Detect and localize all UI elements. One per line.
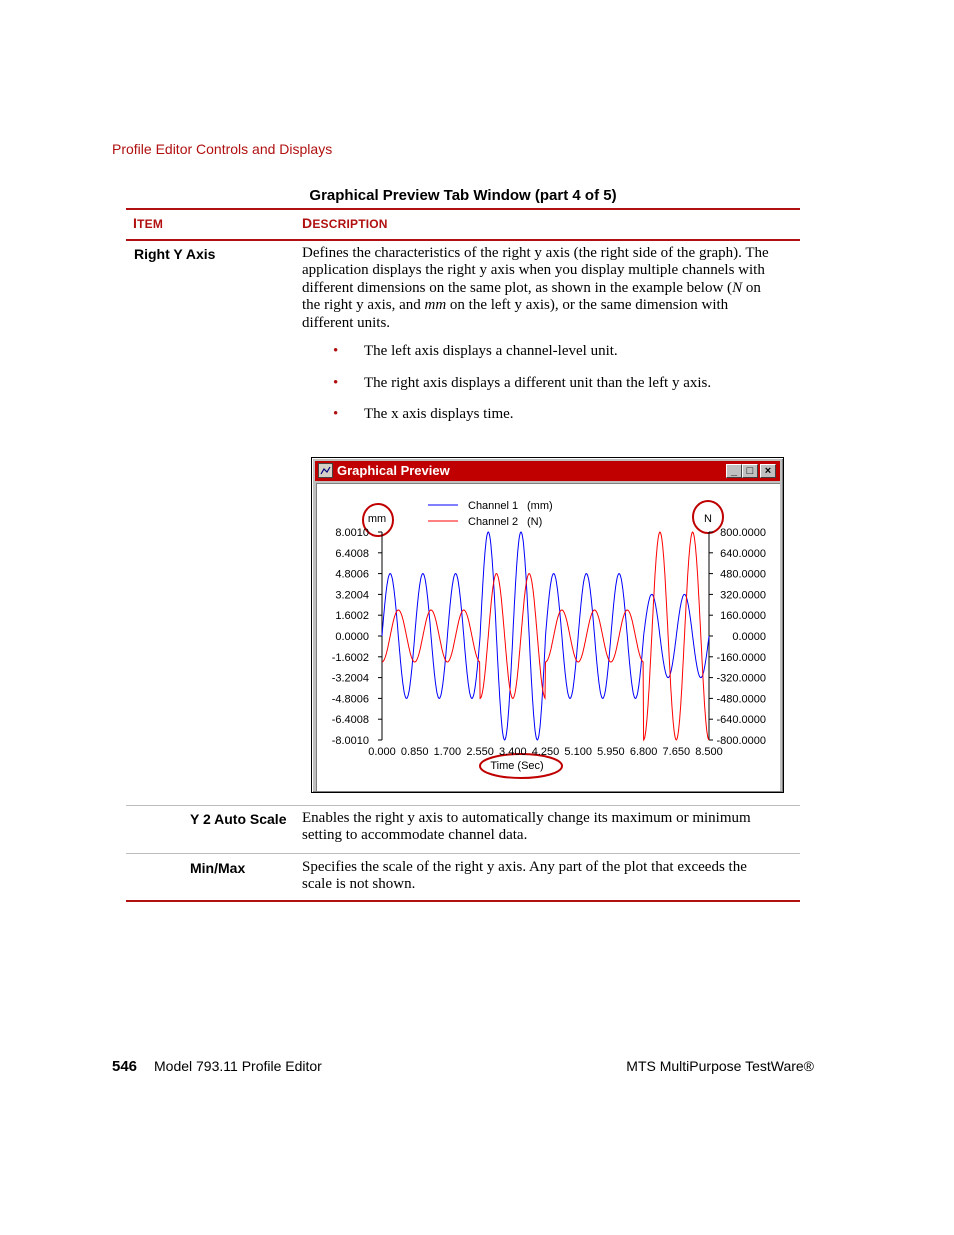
x-tick-label: 4.250 — [531, 746, 560, 758]
x-tick-label: 5.100 — [564, 746, 592, 758]
left-y-tick-label: 8.0010 — [335, 527, 369, 539]
maximize-button[interactable]: □ — [742, 464, 758, 478]
bullet-item: • The x axis displays time. — [333, 406, 514, 422]
minimize-button[interactable]: _ — [726, 464, 742, 478]
left-y-tick-label: 1.6002 — [335, 610, 369, 623]
left-y-tick-label: -1.6002 — [331, 651, 369, 664]
table-top-rule — [126, 208, 800, 210]
right-y-tick-label: -480.0000 — [716, 693, 766, 706]
right-y-tick-label: 800.0000 — [720, 527, 766, 539]
right-y-tick-label: 640.0000 — [720, 547, 766, 560]
row-divider — [126, 805, 800, 806]
legend-unit-channel-2: (N) — [527, 516, 543, 528]
series-line-channel-1 — [382, 532, 709, 740]
item-min-max: Min/Max — [190, 860, 246, 876]
title-bar[interactable] — [315, 461, 780, 481]
x-tick-label: 2.550 — [466, 746, 494, 758]
legend-label-channel-1: Channel 1 — [468, 500, 519, 512]
right-y-tick-label: 0.0000 — [732, 631, 766, 643]
left-y-tick-label: -3.2004 — [331, 672, 369, 685]
chart — [317, 484, 780, 791]
window-title: Graphical Preview — [337, 463, 450, 478]
description-y2-auto-scale: Enables the right y axis to automatically change its maximum or minimum setting to accommodate channel data. — [302, 810, 751, 844]
right-y-tick-label: -640.0000 — [716, 714, 766, 727]
right-y-tick-label: -160.0000 — [716, 651, 766, 664]
right-y-tick-label: 480.0000 — [720, 568, 766, 581]
header-rule — [126, 239, 800, 241]
x-tick-label: 0.850 — [400, 746, 429, 758]
right-y-tick-label: 160.0000 — [720, 610, 766, 623]
left-y-tick-label: 3.2004 — [335, 589, 369, 602]
left-y-tick-label: -8.0010 — [331, 735, 369, 747]
x-axis-label: Time (Sec) — [490, 760, 544, 772]
left-y-tick-label: 6.4008 — [335, 547, 369, 560]
footer-doc-title: Model 793.11 Profile Editor — [154, 1058, 322, 1074]
description-right-y-axis: Defines the characteristics of the right y axis (the right side of the graph). The application displays the right y axis when you display multiple channels with different dimensions on the same plot, as shown in the example below (N on the right y axis, and mm on the left y axis), or the same dimension with different units. — [302, 245, 769, 331]
x-tick-label: 7.650 — [662, 746, 691, 758]
table-bottom-rule — [126, 900, 800, 902]
legend-label-channel-2: Channel 2 — [468, 516, 519, 528]
left-axis-unit: mm — [367, 513, 387, 525]
x-tick-label: 8.500 — [695, 746, 723, 758]
bullet-item: • The right axis displays a different unit than the left y axis. — [333, 375, 712, 391]
window-icon[interactable] — [318, 463, 333, 478]
page-number: 546 — [112, 1058, 138, 1075]
legend-unit-channel-1: (mm) — [527, 500, 553, 512]
right-axis-unit: N — [704, 513, 712, 525]
x-tick-label: 3.400 — [499, 746, 527, 758]
x-tick-label: 1.700 — [433, 746, 462, 758]
left-y-tick-label: 0.0000 — [335, 631, 369, 643]
item-right-y-axis: Right Y Axis — [134, 246, 216, 262]
x-tick-label: 6.800 — [629, 746, 658, 758]
bullet-item: • The left axis displays a channel-level unit. — [333, 343, 618, 359]
left-y-tick-label: -4.8006 — [331, 693, 369, 706]
description-min-max: Specifies the scale of the right y axis. Any part of the plot that exceeds the scale is not shown. — [302, 859, 747, 893]
column-header-description: DESCRIPTION — [302, 215, 388, 231]
right-y-tick-label: 320.0000 — [720, 589, 766, 602]
right-y-tick-label: -320.0000 — [716, 672, 766, 685]
footer-product: MTS MultiPurpose TestWare® — [626, 1058, 814, 1074]
close-button[interactable]: × — [760, 464, 776, 478]
row-divider — [126, 853, 800, 854]
item-y2-auto-scale: Y 2 Auto Scale — [190, 811, 287, 827]
section-header: Profile Editor Controls and Displays — [112, 141, 333, 157]
graphical-preview-window — [311, 457, 784, 793]
right-y-tick-label: -800.0000 — [716, 735, 766, 747]
left-y-tick-label: -6.4008 — [331, 714, 369, 727]
x-tick-label: 0.000 — [368, 746, 396, 758]
left-y-tick-label: 4.8006 — [335, 568, 369, 581]
x-tick-label: 5.950 — [597, 746, 625, 758]
table-title: Graphical Preview Tab Window (part 4 of 5) — [309, 187, 617, 204]
plot-area — [316, 483, 780, 791]
column-header-item: ITEM — [133, 215, 164, 231]
